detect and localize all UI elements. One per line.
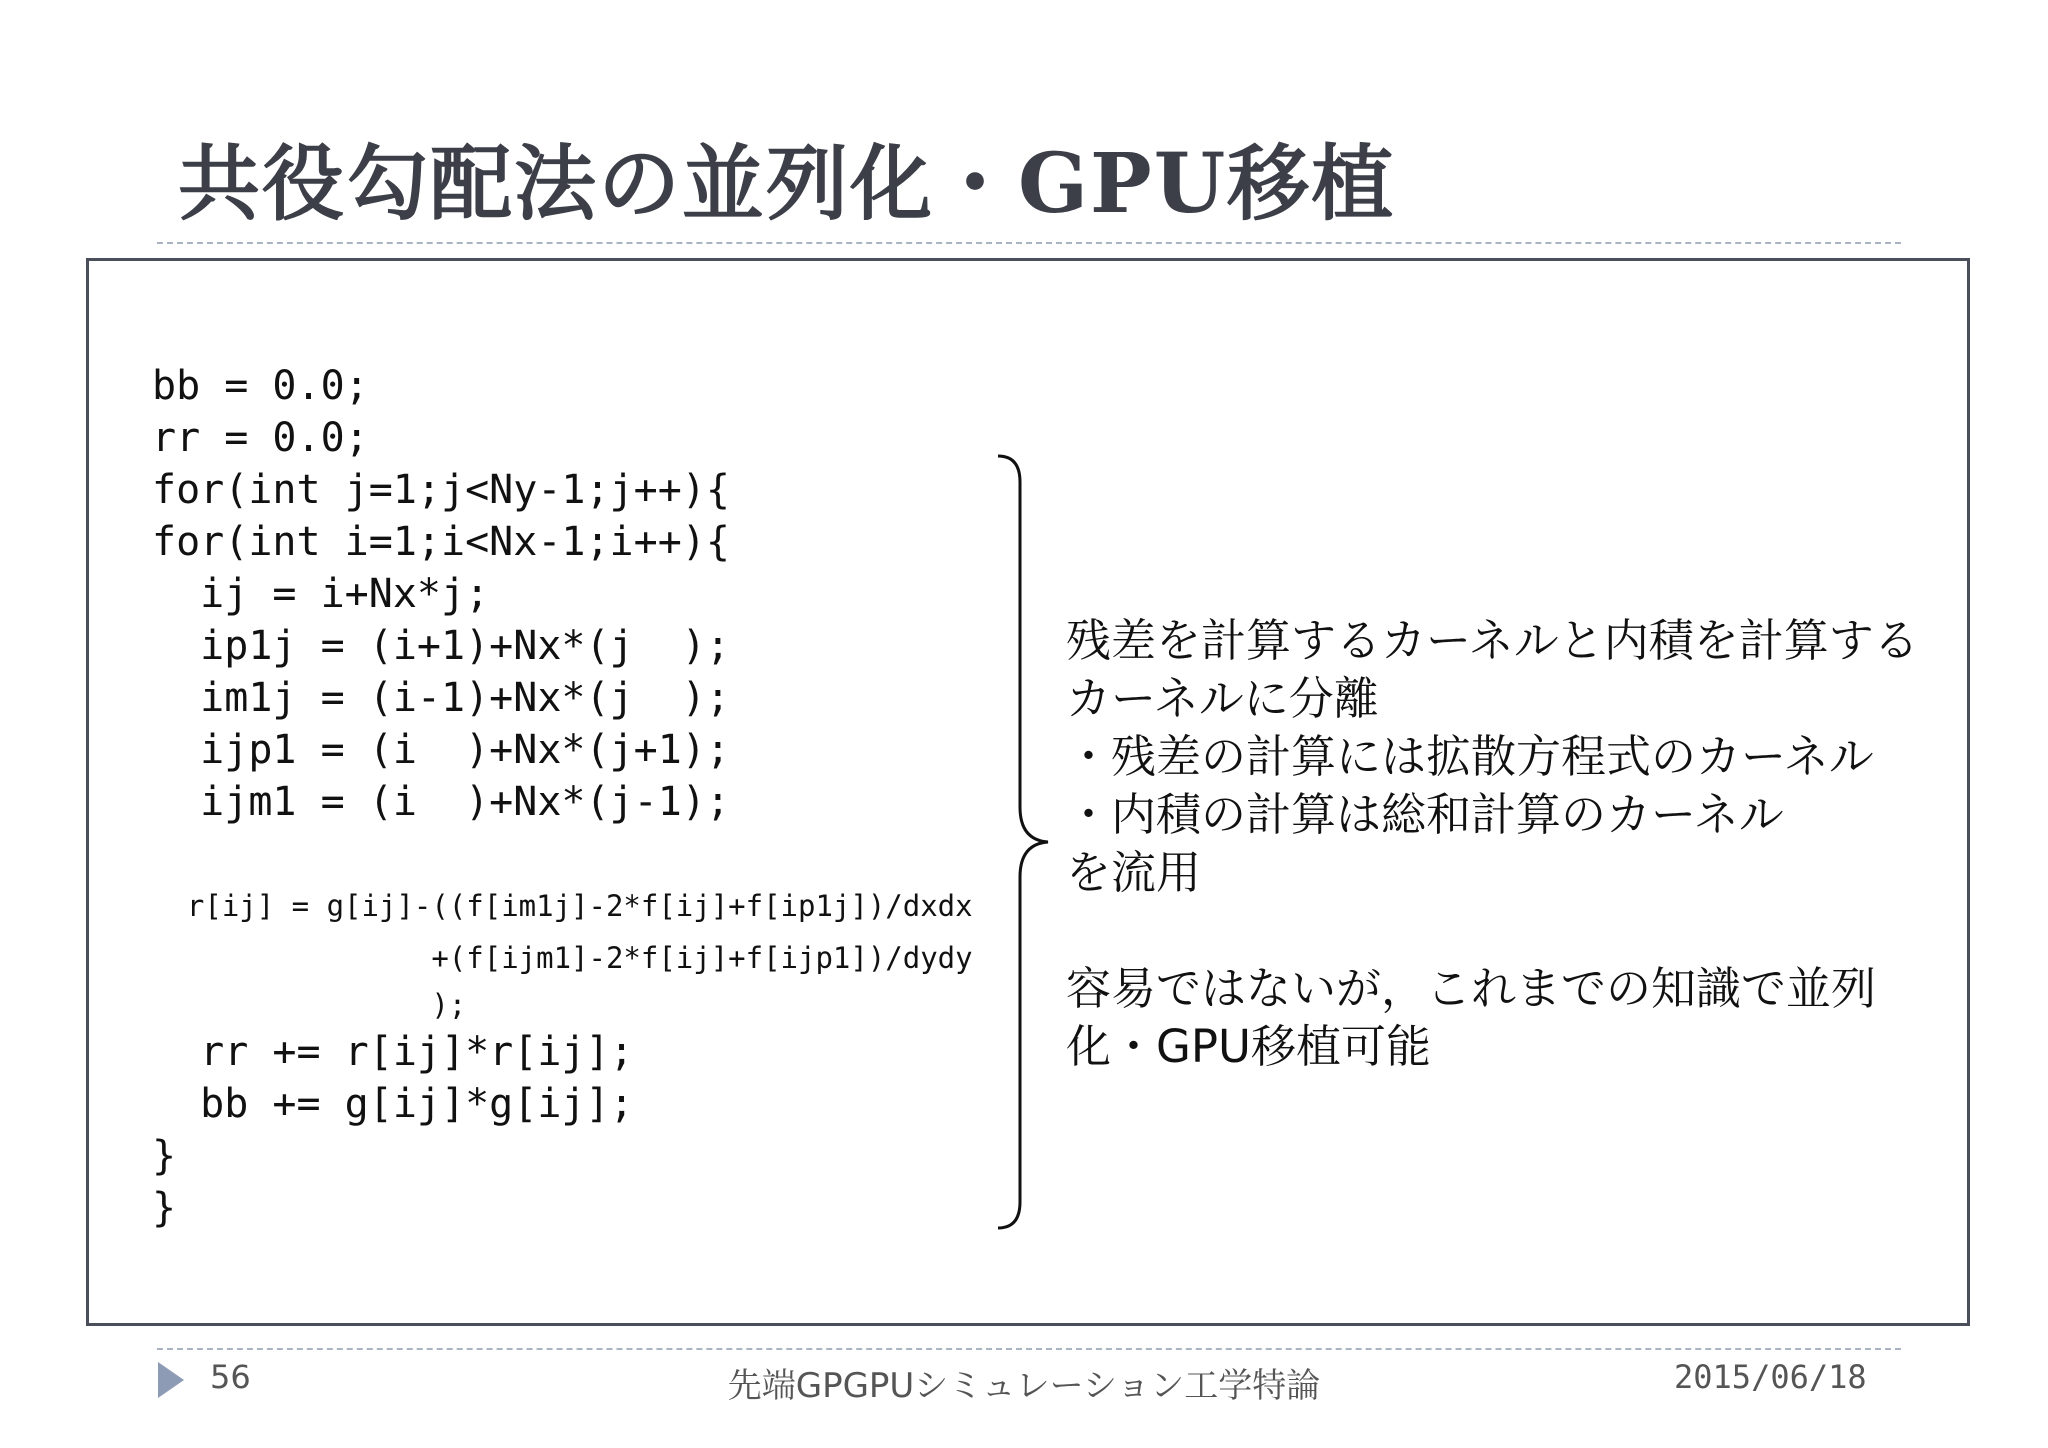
code-line: }	[152, 1133, 177, 1179]
right-brace-icon	[990, 452, 1060, 1232]
code-line: for(int j=1;j<Ny-1;j++){	[152, 467, 730, 513]
description-line: 容易ではないが，これまでの知識で並列	[1066, 962, 1877, 1015]
description-line: 化・GPU移植可能	[1066, 1020, 1431, 1073]
description-line: カーネルに分離	[1066, 672, 1379, 725]
slide-title: 共役勾配法の並列化・GPU移植	[178, 136, 1396, 232]
description-blank-line	[1066, 902, 1946, 960]
code-line: for(int i=1;i<Nx-1;i++){	[152, 519, 730, 565]
description-text	[1066, 612, 1946, 1076]
code-line: ip1j = (i+1)+Nx*(j );	[152, 623, 730, 669]
description-line: を流用	[1066, 846, 1202, 899]
footer-divider	[157, 1348, 1901, 1350]
code-blank-line	[152, 828, 973, 880]
description-line: ・内積の計算は総和計算のカーネル	[1066, 788, 1784, 841]
description-line: 残差を計算するカーネルと内積を計算する	[1066, 614, 1919, 667]
code-line: bb = 0.0;	[152, 363, 369, 409]
code-line: }	[152, 1185, 177, 1231]
code-line: );	[152, 988, 467, 1022]
slide-date: 2015/06/18	[1674, 1358, 1867, 1396]
code-line: ijp1 = (i )+Nx*(j+1);	[152, 727, 730, 773]
code-line: ijm1 = (i )+Nx*(j-1);	[152, 779, 730, 825]
description-line: ・残差の計算には拡散方程式のカーネル	[1066, 730, 1874, 783]
code-line: rr += r[ij]*r[ij];	[152, 1029, 634, 1075]
code-line: +(f[ijm1]-2*f[ij]+f[ijp1])/dydy	[152, 941, 973, 975]
page-number: 56	[210, 1358, 251, 1396]
code-line: im1j = (i-1)+Nx*(j );	[152, 675, 730, 721]
code-line: rr = 0.0;	[152, 415, 369, 461]
code-line: r[ij] = g[ij]-((f[im1j]-2*f[ij]+f[ip1j])/dxdx	[152, 889, 973, 923]
title-divider	[157, 242, 1901, 244]
code-block	[152, 360, 973, 1234]
code-line: bb += g[ij]*g[ij];	[152, 1081, 634, 1127]
code-line: ij = i+Nx*j;	[152, 571, 490, 617]
course-name: 先端GPGPUシミュレーション工学特論	[727, 1366, 1321, 1406]
